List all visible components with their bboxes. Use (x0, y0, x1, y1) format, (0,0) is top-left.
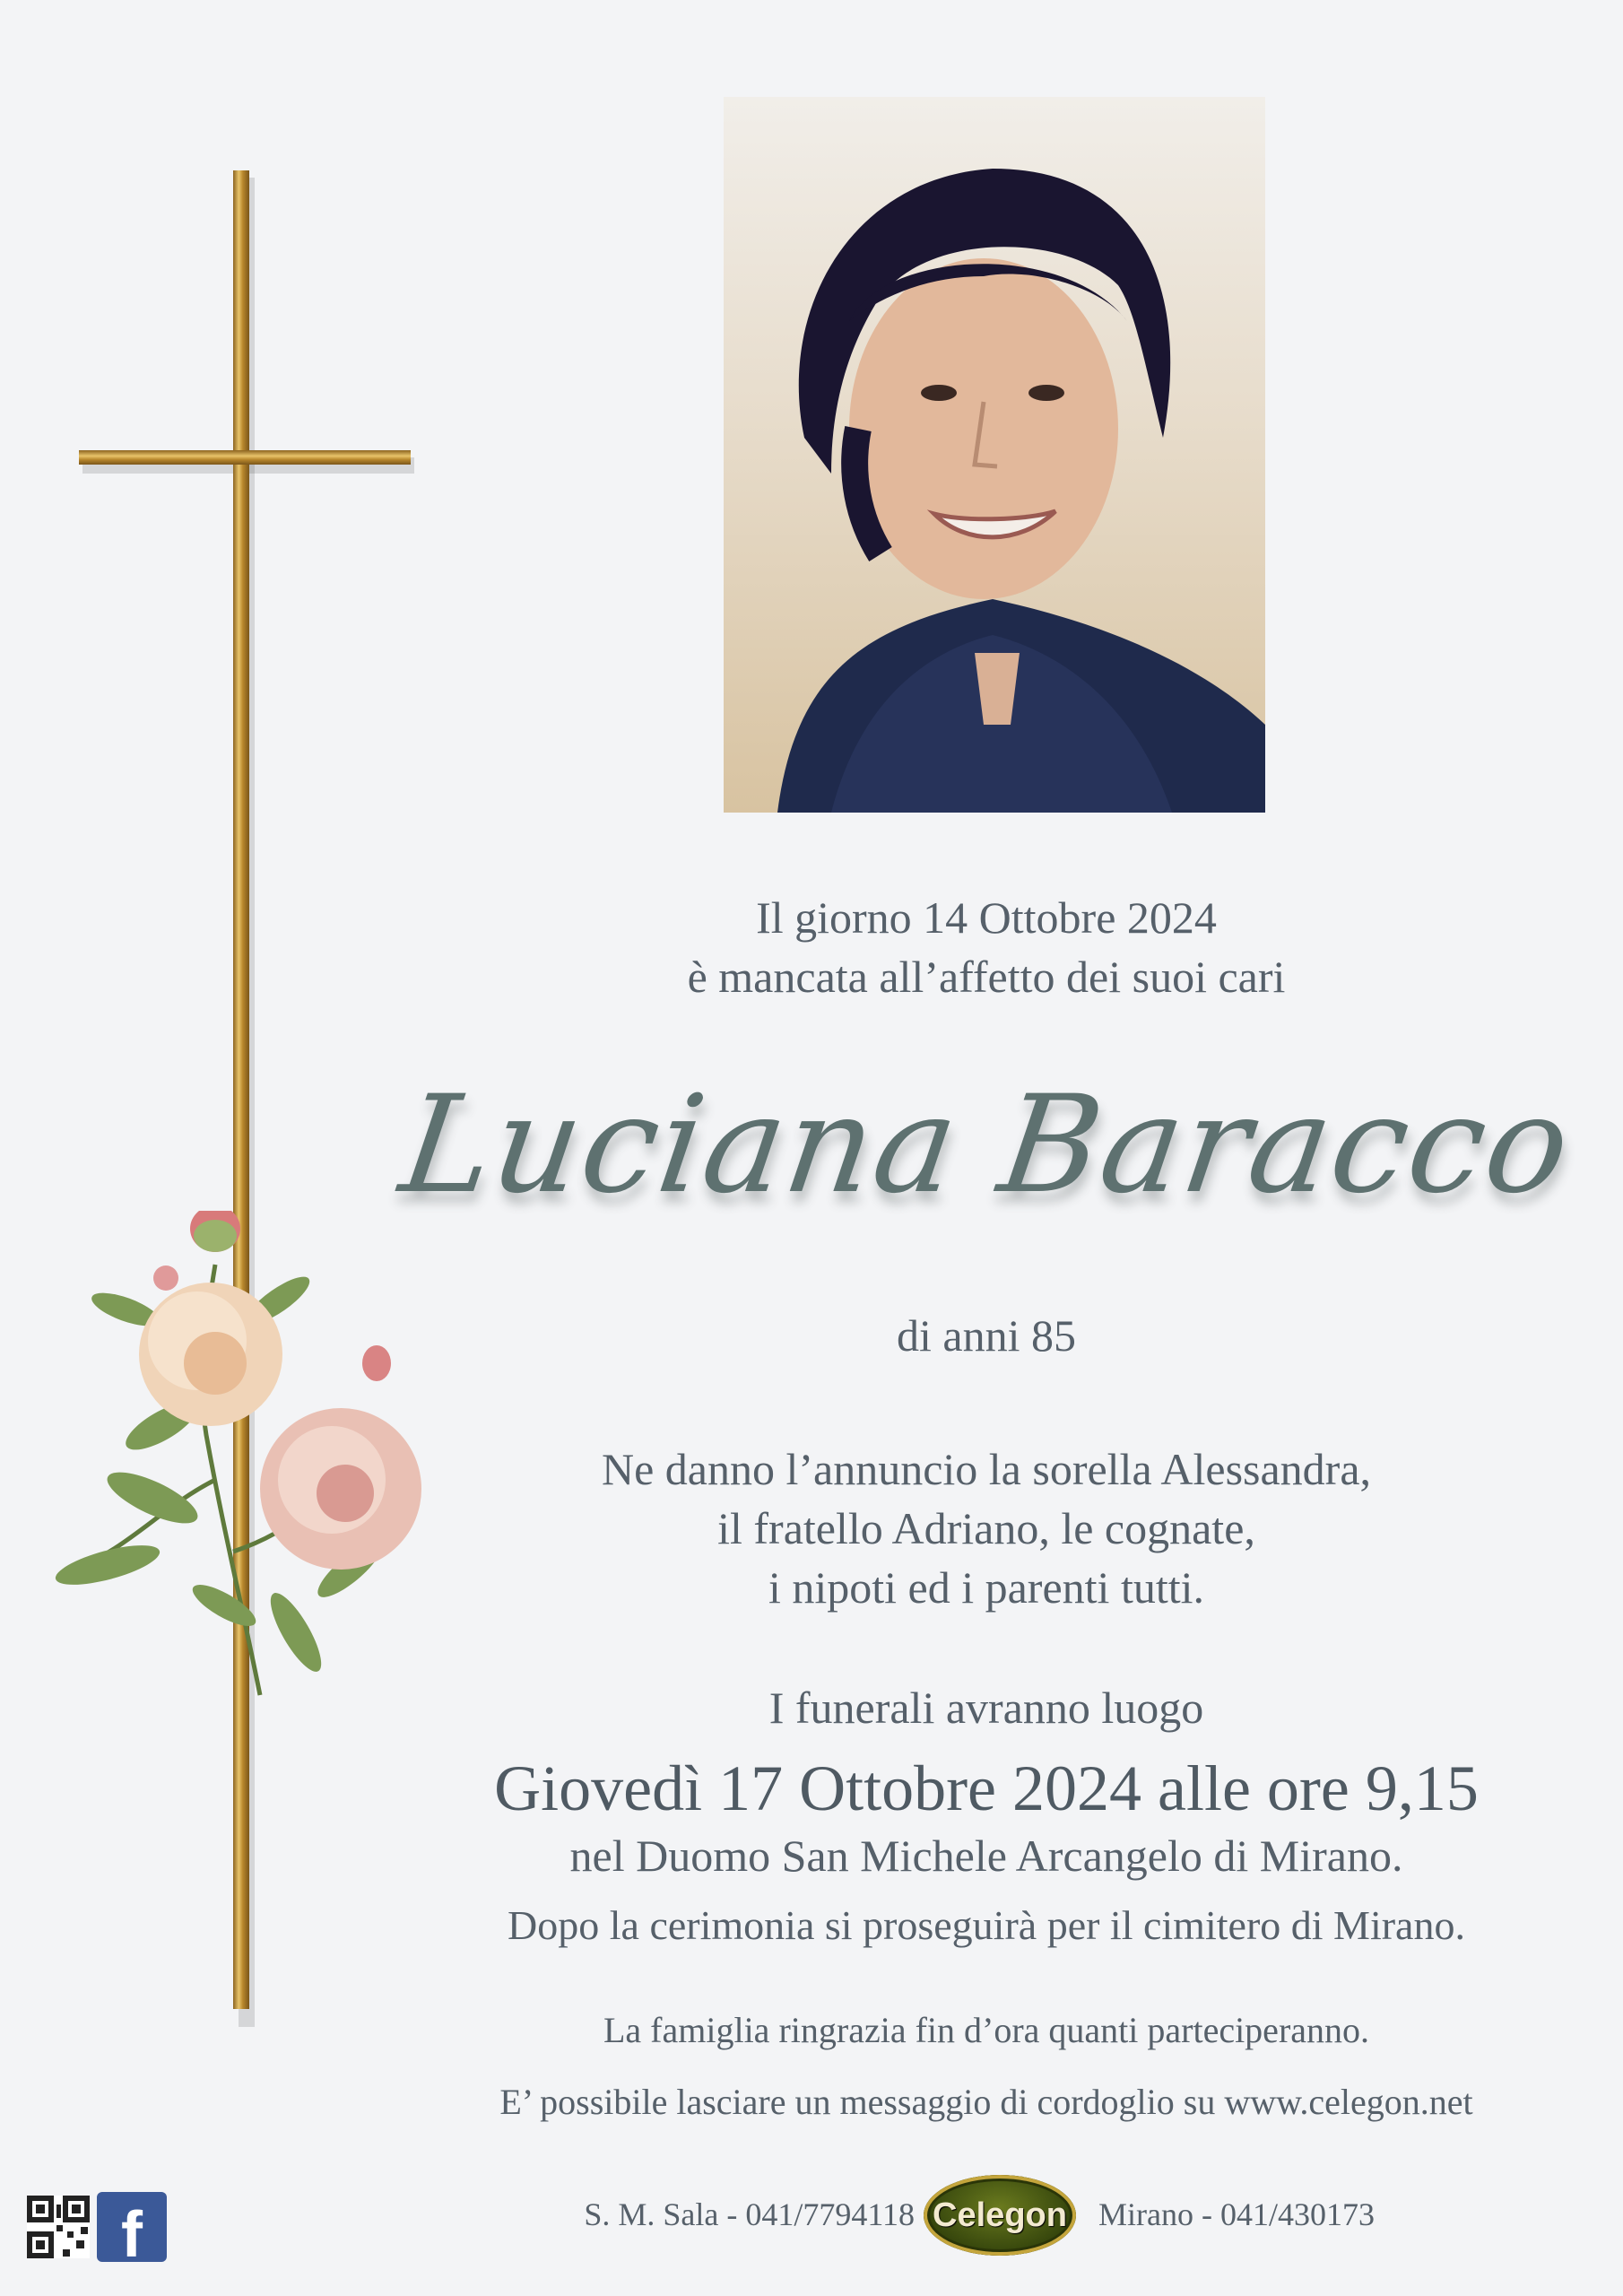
family-thanks: La famiglia ringrazia fin d’ora quanti parteciperanno. (603, 2010, 1370, 2050)
qr-code-icon[interactable] (27, 2196, 90, 2258)
announce-line: il fratello Adriano, le cognate, (717, 1503, 1255, 1553)
funeral-place: nel Duomo San Michele Arcangelo di Mirano. (569, 1831, 1403, 1881)
condolence-message: E’ possibile lasciare un messaggio di cordoglio su www.celegon.net (499, 2082, 1473, 2122)
portrait-image (724, 97, 1265, 813)
intro-passed: è mancata all’affetto dei suoi cari (687, 952, 1286, 1002)
logo-text: Celegon (933, 2196, 1067, 2234)
funeral-date: Giovedì 17 Ottobre 2024 alle ore 9,15 (494, 1752, 1479, 1824)
after-ceremony: Dopo la cerimonia si proseguirà per il cimitero di Mirano. (508, 1902, 1465, 1948)
portrait-photo (724, 97, 1265, 813)
funeral-intro: I funerali avranno luogo (768, 1683, 1204, 1733)
facebook-icon[interactable] (97, 2192, 167, 2271)
announce-line: i nipoti ed i parenti tutti. (768, 1562, 1205, 1613)
deceased-name: Luciana Baracco (392, 1067, 1581, 1223)
celegon-logo (924, 2175, 1076, 2256)
announce-line: Ne danno l’annuncio la sorella Alessandra, (601, 1444, 1372, 1494)
footer-contact-sala: S. M. Sala - 041/7794118 (584, 2196, 915, 2232)
intro-text (377, 888, 1596, 1006)
intro-date: Il giorno 14 Ottobre 2024 (756, 892, 1217, 943)
age-text: di anni 85 (897, 1310, 1076, 1361)
footer-contact-mirano: Mirano - 041/430173 (1098, 2196, 1375, 2232)
facebook-glyph: f (121, 2199, 143, 2271)
announcement (377, 1439, 1596, 1617)
